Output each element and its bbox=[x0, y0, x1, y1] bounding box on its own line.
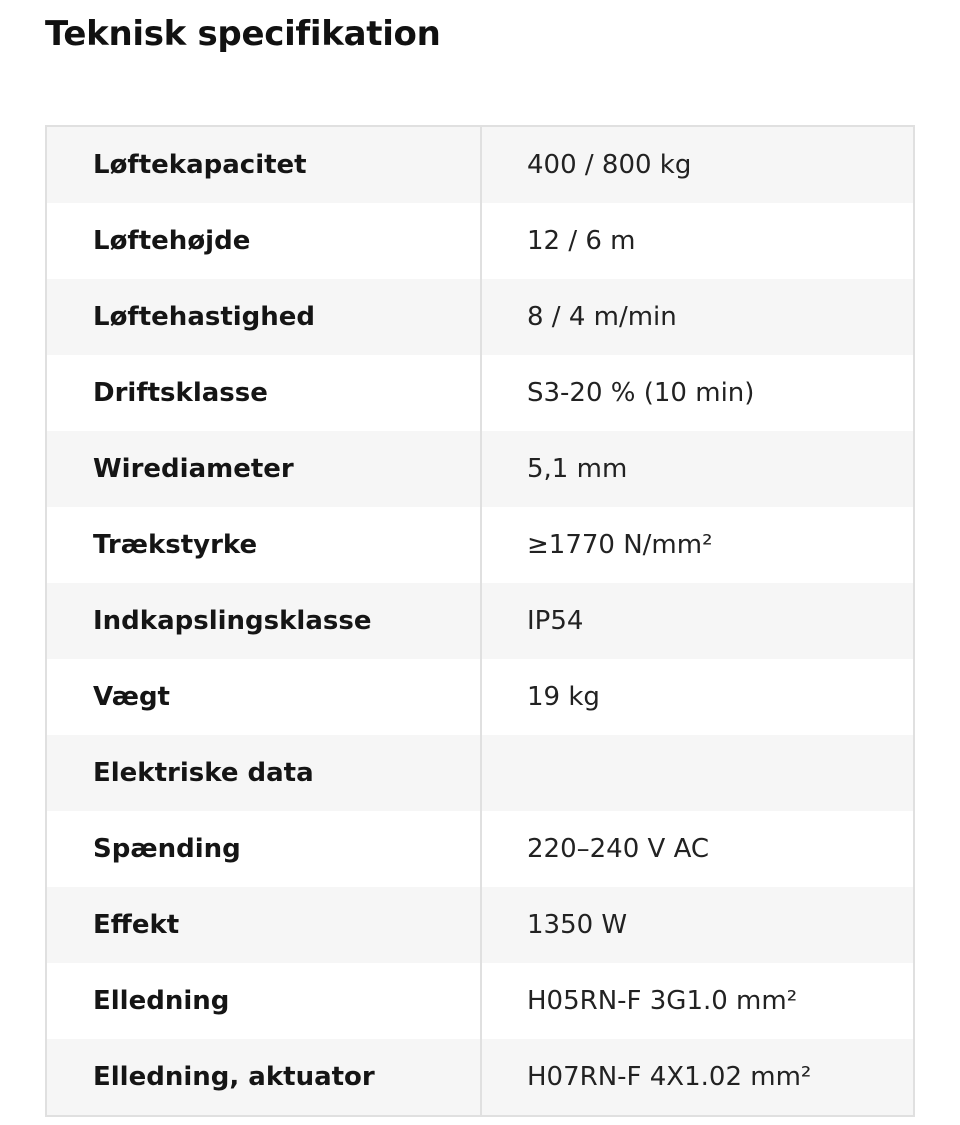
spec-value: H07RN-F 4X1.02 mm² bbox=[481, 1039, 914, 1116]
table-row bbox=[46, 1039, 914, 1116]
spec-value: 12 / 6 m bbox=[481, 203, 914, 279]
table-row bbox=[46, 963, 914, 1039]
spec-value: 400 / 800 kg bbox=[481, 126, 914, 203]
table-row bbox=[46, 431, 914, 507]
spec-value: IP54 bbox=[481, 583, 914, 659]
page-title: Teknisk specifikation bbox=[45, 14, 441, 54]
spec-label: Effekt bbox=[46, 887, 481, 963]
table-row bbox=[46, 583, 914, 659]
spec-label: Trækstyrke bbox=[46, 507, 481, 583]
spec-label: Vægt bbox=[46, 659, 481, 735]
spec-value: ≥1770 N/mm² bbox=[481, 507, 914, 583]
spec-value: 1350 W bbox=[481, 887, 914, 963]
table-row bbox=[46, 279, 914, 355]
spec-value: 19 kg bbox=[481, 659, 914, 735]
table-row bbox=[46, 355, 914, 431]
spec-label: Driftsklasse bbox=[46, 355, 481, 431]
spec-table bbox=[45, 125, 915, 1117]
table-row bbox=[46, 126, 914, 203]
spec-value: H05RN-F 3G1.0 mm² bbox=[481, 963, 914, 1039]
spec-label: Spænding bbox=[46, 811, 481, 887]
table-row bbox=[46, 887, 914, 963]
spec-value bbox=[481, 735, 914, 811]
spec-label: Indkapslingsklasse bbox=[46, 583, 481, 659]
table-row bbox=[46, 811, 914, 887]
spec-value: 5,1 mm bbox=[481, 431, 914, 507]
table-row bbox=[46, 203, 914, 279]
spec-label: Løftehastighed bbox=[46, 279, 481, 355]
spec-label: Elledning bbox=[46, 963, 481, 1039]
table-row bbox=[46, 507, 914, 583]
table-section-row bbox=[46, 735, 914, 811]
section-label: Elektriske data bbox=[46, 735, 481, 811]
spec-label: Løftehøjde bbox=[46, 203, 481, 279]
spec-value: 8 / 4 m/min bbox=[481, 279, 914, 355]
spec-label: Løftekapacitet bbox=[46, 126, 481, 203]
spec-label: Elledning, aktuator bbox=[46, 1039, 481, 1116]
spec-label: Wirediameter bbox=[46, 431, 481, 507]
spec-value: 220–240 V AC bbox=[481, 811, 914, 887]
table-row bbox=[46, 659, 914, 735]
spec-value: S3-20 % (10 min) bbox=[481, 355, 914, 431]
